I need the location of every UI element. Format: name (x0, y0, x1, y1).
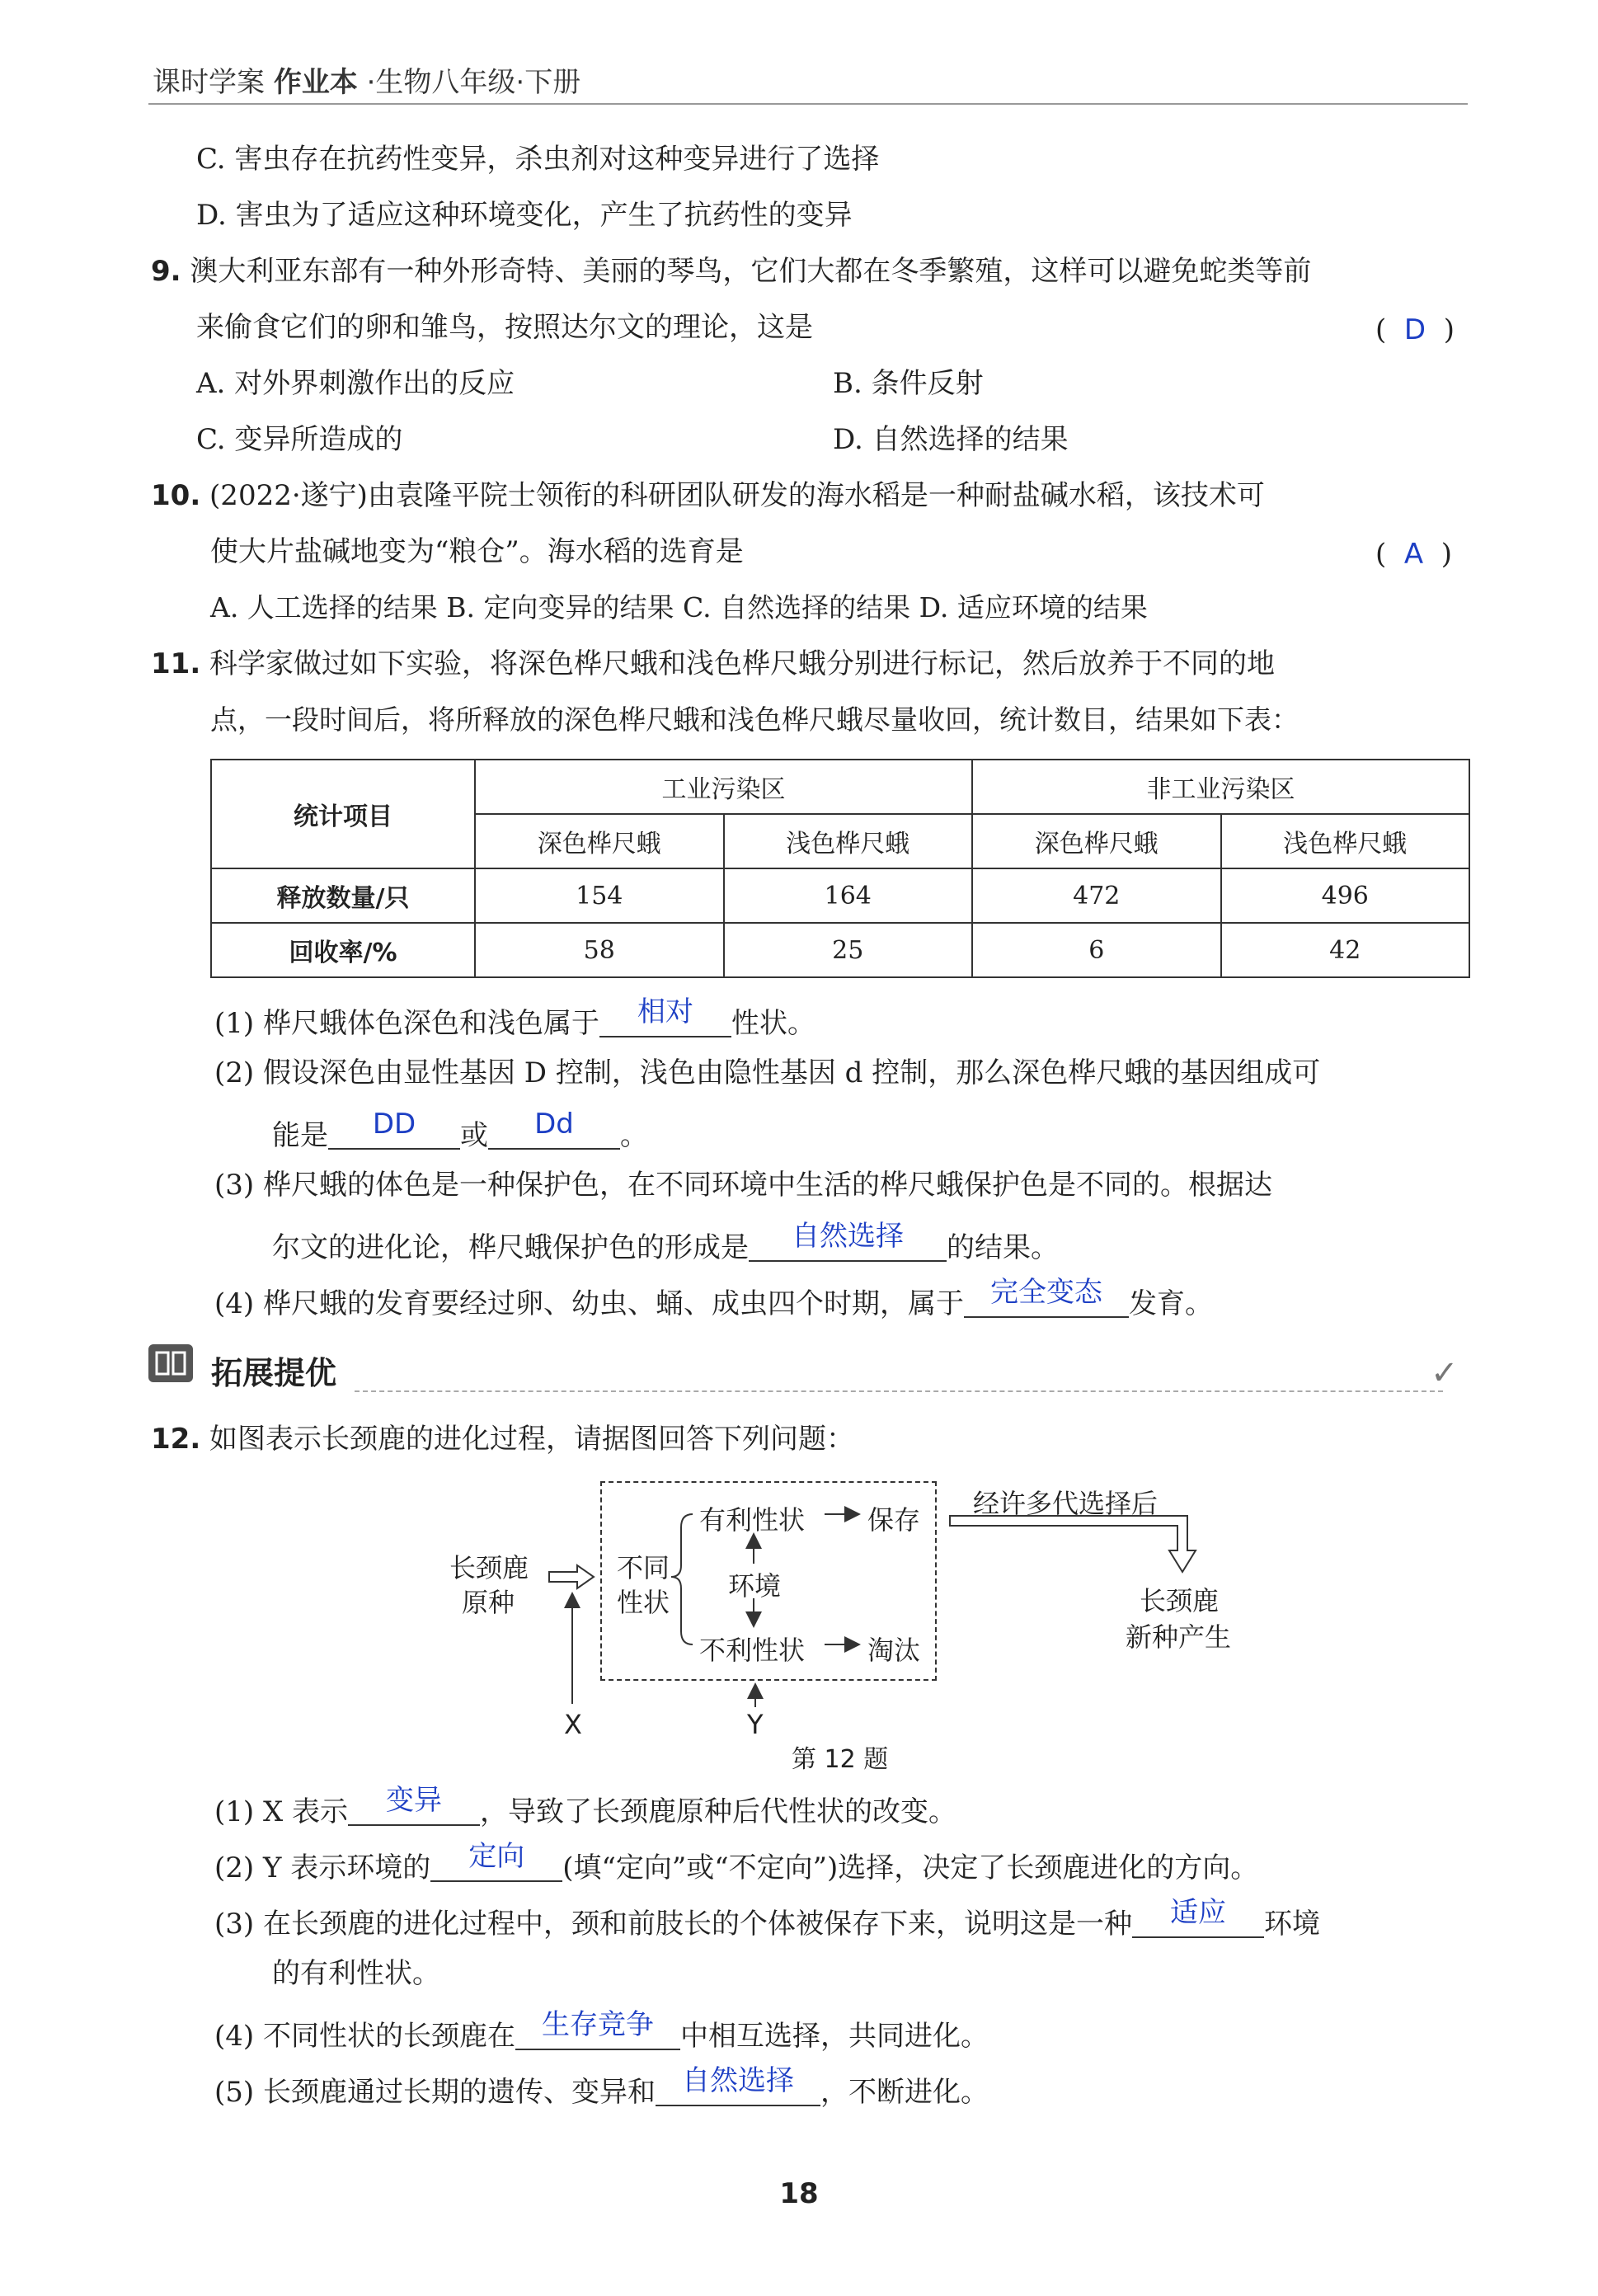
q9-option-b: B. 条件反射 (833, 367, 984, 400)
diagram-x: X (564, 1709, 582, 1740)
series-title: 课时学案 (153, 66, 265, 99)
table-cell: 42 (1221, 923, 1470, 977)
q11-sub1: (1) 桦尺蛾体色深色和浅色属于 相对 性状。 (214, 995, 815, 1040)
q11-number: 11. (151, 647, 201, 680)
q11-sub2-line1: (2) 假设深色由显性基因 D 控制，浅色由隐性基因 d 控制，那么深色桦尺蛾的基因组成可 (214, 1056, 1321, 1089)
table-cell: 472 (972, 868, 1221, 923)
q12-sub4-blank: 生存竞争 (515, 2016, 680, 2050)
q12-number: 12. (151, 1423, 201, 1456)
q10-options: A. 人工选择的结果 B. 定向变异的结果 C. 自然选择的结果 D. 适应环境的结果 (210, 591, 1148, 623)
table-cell: 496 (1221, 868, 1470, 923)
diagram-env: 环境 (728, 1570, 782, 1602)
diagram-diff-1: 不同 (617, 1552, 670, 1583)
q11-stem-line2: 点，一段时间后，将所释放的深色桦尺蛾和浅色桦尺蛾尽量收回，统计数目，结果如下表： (210, 703, 1299, 736)
row-label-recovery: 回收率/% (211, 923, 475, 977)
q11-sub2-blank1: DD (328, 1115, 460, 1150)
diagram-after: 经许多代选择后 (973, 1488, 1159, 1519)
book-title: 作业本 (273, 66, 358, 99)
table-subheader: 深色桦尺蛾 (972, 814, 1221, 868)
q12-sub2: (2) Y 表示环境的 定向 (填“定向”或“不定向”)选择，决定了长颈鹿进化的方向。 (214, 1840, 1259, 1884)
q12-stem: 12. 如图表示长颈鹿的进化过程，请据图回答下列问题： (151, 1423, 855, 1456)
section-title: 拓展提优 (211, 1355, 337, 1391)
subject-title: ·生物八年级·下册 (366, 66, 581, 99)
diagram-caption: 第 12 题 (792, 1745, 889, 1774)
q12-sub4: (4) 不同性状的长颈鹿在 生存竞争 中相互选择，共同进化。 (214, 2008, 989, 2053)
q12-sub2-blank: 定向 (430, 1847, 562, 1882)
q12-sub3-blank: 适应 (1132, 1903, 1264, 1938)
q10-stem-line1: 10. (2022·遂宁)由袁隆平院士领衔的科研团队研发的海水稻是一种耐盐碱水稻，该技术可 (151, 479, 1265, 512)
q9-option-a: A. 对外界刺激作出的反应 (196, 367, 515, 400)
check-icon: ✓ (1431, 1354, 1459, 1392)
diagram-diff-2: 性状 (617, 1587, 670, 1618)
q12-sub3-line1: (3) 在长颈鹿的进化过程中，颈和前肢长的个体被保存下来，说明这是一种 适应 环境 (214, 1896, 1320, 1941)
diagram-origin-2: 原种 (462, 1587, 515, 1618)
diagram-y: Y (747, 1709, 764, 1740)
q9-answer: D (1403, 313, 1426, 346)
q11-sub2-blank2: Dd (488, 1115, 620, 1150)
table-cell: 154 (475, 868, 724, 923)
q11-sub3-blank: 自然选择 (749, 1227, 947, 1262)
table-subheader: 深色桦尺蛾 (475, 814, 724, 868)
diagram-bad-trait: 不利性状 (699, 1635, 806, 1666)
diagram-good-trait: 有利性状 (699, 1504, 806, 1536)
table-cell: 58 (475, 923, 724, 977)
q9-option-c: C. 变异所造成的 (196, 423, 403, 456)
brace (671, 1514, 693, 1644)
table-cell: 164 (724, 868, 973, 923)
q11-sub4-blank: 完全变态 (964, 1283, 1129, 1318)
diagram-new-2: 新种产生 (1126, 1621, 1232, 1653)
q9-number: 9. (151, 255, 181, 288)
q10-answer-paren: ( A ) (1375, 538, 1453, 571)
table-subheader: 浅色桦尺蛾 (1221, 814, 1470, 868)
table-corner: 统计项目 (211, 760, 475, 868)
table-cell: 6 (972, 923, 1221, 977)
diagram-eliminate: 淘汰 (867, 1635, 921, 1666)
table-group-nonindustrial: 非工业污染区 (972, 760, 1469, 814)
q10-answer: A (1403, 538, 1424, 571)
q9-option-d: D. 自然选择的结果 (833, 423, 1069, 456)
q10-stem-line2: 使大片盐碱地变为“粮仓”。海水稻的选育是 (210, 535, 744, 568)
q9-answer-paren: ( D ) (1375, 313, 1455, 346)
q11-sub3-line2: 尔文的进化论，桦尺蛾保护色的形成是 自然选择 的结果。 (272, 1220, 1059, 1264)
hollow-arrow-new-species (950, 1516, 1196, 1572)
table-subheader: 浅色桦尺蛾 (724, 814, 973, 868)
page-number: 18 (779, 2177, 819, 2210)
q11-stem-line1: 11. 科学家做过如下实验，将深色桦尺蛾和浅色桦尺蛾分别进行标记，然后放养于不同的地 (151, 647, 1276, 680)
diagram-origin-1: 长颈鹿 (449, 1552, 529, 1583)
q11-sub1-blank: 相对 (599, 1003, 731, 1037)
q12-sub1-blank: 变异 (348, 1791, 480, 1826)
table-cell: 25 (724, 923, 973, 977)
q11-sub4: (4) 桦尺蛾的发育要经过卵、幼虫、蛹、成虫四个时期，属于 完全变态 发育。 (214, 1276, 1213, 1320)
row-label-release: 释放数量/只 (211, 868, 475, 923)
q10-number: 10. (151, 479, 201, 512)
q12-sub1: (1) X 表示 变异 ，导致了长颈鹿原种后代性状的改变。 (214, 1784, 956, 1828)
table-group-industrial: 工业污染区 (475, 760, 972, 814)
q8-option-d: D. 害虫为了适应这种环境变化，产生了抗药性的变异 (196, 199, 853, 232)
q12-sub5: (5) 长颈鹿通过长期的遗传、变异和 自然选择 ，不断进化。 (214, 2064, 989, 2109)
q12-sub5-blank: 自然选择 (656, 2072, 820, 2106)
q11-sub2-line2: 能是 DD 或 Dd 。 (272, 1108, 648, 1152)
diagram-keep: 保存 (867, 1504, 921, 1536)
q9-stem-line2: 来偷食它们的卵和雏鸟，按照达尔文的理论，这是 (196, 311, 813, 344)
q12-sub3-line2: 的有利性状。 (272, 1957, 440, 1990)
hollow-arrow-origin (549, 1565, 594, 1588)
diagram-new-1: 长颈鹿 (1140, 1585, 1220, 1616)
q8-option-c: C. 害虫存在抗药性变异，杀虫剂对这种变异进行了选择 (196, 143, 880, 176)
q9-stem-line1: 9. 澳大利亚东部有一种外形奇特、美丽的琴鸟，它们大都在冬季繁殖，这样可以避免蛇类等前 (151, 255, 1312, 288)
q11-sub3-line1: (3) 桦尺蛾的体色是一种保护色，在不同环境中生活的桦尺蛾保护色是不同的。根据达 (214, 1169, 1272, 1202)
